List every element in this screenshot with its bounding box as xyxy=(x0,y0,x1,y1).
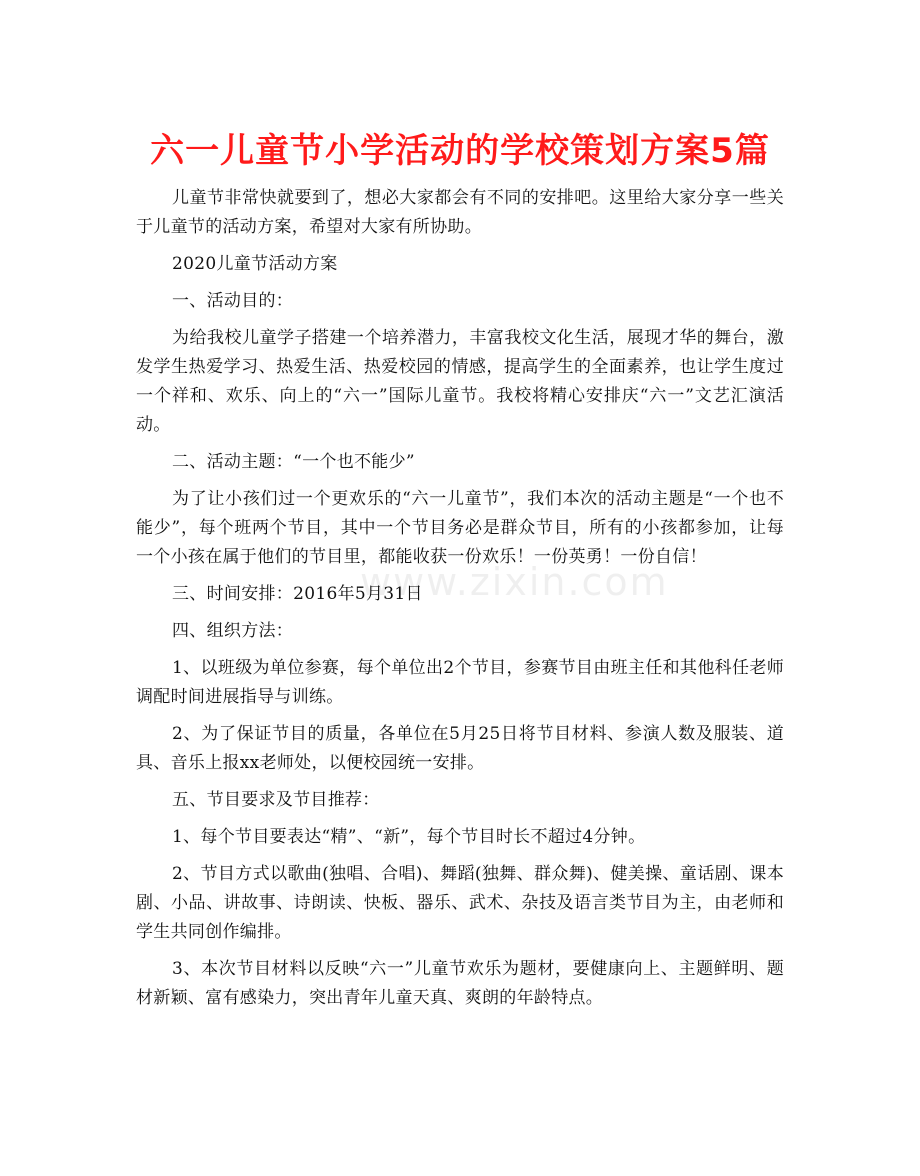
watermark: www.zixin.com xyxy=(360,560,669,604)
paragraph-plan-heading: 2020儿童节活动方案 xyxy=(172,254,338,274)
document-title: 六一儿童节小学活动的学校策划方案5篇 xyxy=(150,131,770,171)
paragraph-requirement-1: 1、每个节目要表达“精”、“新”，每个节目时长不超过4分钟。 xyxy=(172,827,646,847)
paragraph-requirement-2: 2、节目方式以歌曲(独唱、合唱)、舞蹈(独舞、群众舞)、健美操、童话剧、课本剧、小品、讲故事、诗朗读、快板、器乐、武术、杂技及语言类节目为主，由老师和学生共同创作编排。 xyxy=(136,864,784,942)
paragraph-organization-2: 2、为了保证节目的质量，各单位在5月25日将节目材料、参演人数及服装、道具、音乐上报xx老师处，以便校园统一安排。 xyxy=(136,724,784,773)
paragraph-intro: 儿童节非常快就要到了，想必大家都会有不同的安排吧。这里给大家分享一些关于儿童节的活动方案，希望对大家有所协助。 xyxy=(136,188,784,237)
section-heading-organization: 四、组织方法： xyxy=(172,621,294,641)
paragraph-organization-1: 1、以班级为单位参赛，每个单位出2个节目，参赛节目由班主任和其他科任老师调配时间进展指导与训练。 xyxy=(136,658,784,707)
paragraph-purpose: 为给我校儿童学子搭建一个培养潜力，丰富我校文化生活，展现才华的舞台，激发学生热爱学习、热爱生活、热爱校园的情感，提高学生的全面素养，也让学生度过一个祥和、欢乐、向上的“六一”国际儿童节。我校将精心安排庆“六一”文艺汇演活动。 xyxy=(136,328,784,435)
document-body xyxy=(136,184,784,1021)
section-heading-schedule: 三、时间安排：2016年5月31日 xyxy=(172,584,423,604)
section-heading-theme: 二、活动主题：“一个也不能少” xyxy=(172,452,415,472)
paragraph-theme: 为了让小孩们过一个更欢乐的“六一儿童节”，我们本次的活动主题是“一个也不能少”，每个班两个节目，其中一个节目务必是群众节目，所有的小孩都参加，让每一个小孩在属于他们的节目里，都能收获一份欢乐！一份英勇！一份自信！ xyxy=(136,489,784,567)
section-heading-purpose: 一、活动目的： xyxy=(172,291,294,311)
paragraph-requirement-3: 3、本次节目材料以反映“六一”儿童节欢乐为题材，要健康向上、主题鲜明、题材新颖、富有感染力，突出青年儿童天真、爽朗的年龄特点。 xyxy=(136,959,784,1008)
section-heading-requirements: 五、节目要求及节目推荐： xyxy=(172,790,380,810)
